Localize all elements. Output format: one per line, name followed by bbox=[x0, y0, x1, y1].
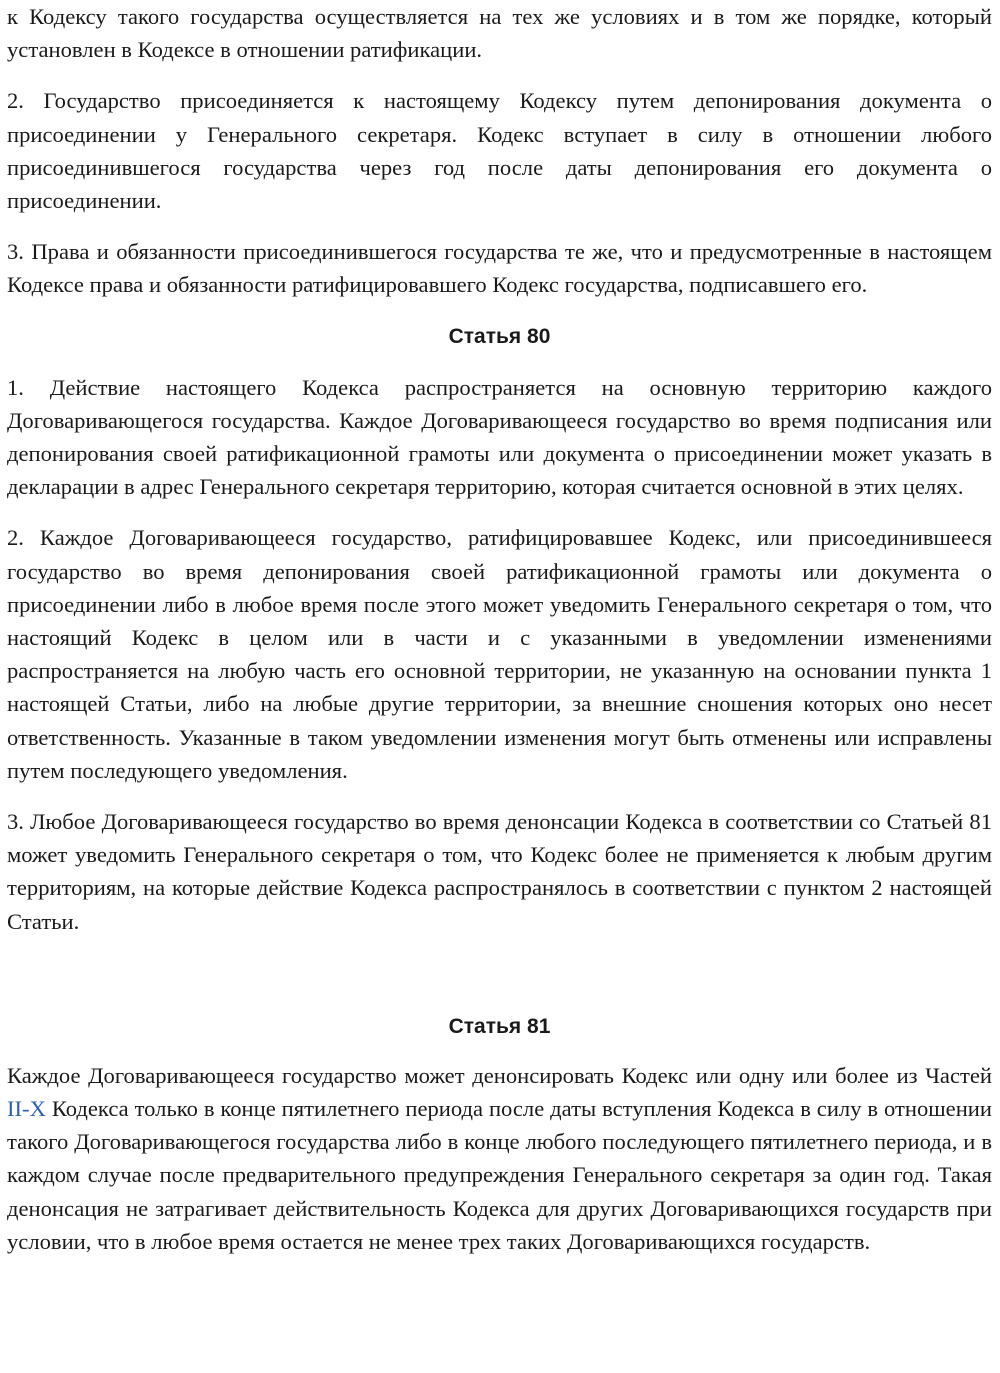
article-81-paragraph bbox=[7, 1059, 992, 1258]
article-80-paragraph-2: 2. Каждое Договаривающееся государство, ратифицировавшее Кодекс, или присоединившееся государство во время депонирования своей ратификационной грамоты или документа о присоединении либо в любое время после этого может уведомить Генерального секретаря о том, что настоящий Кодекс в целом или в части и с указанными в уведомлении изменениями распространяется на любую часть его основной территории, не указанную на основании пункта 1 настоящей Статьи, либо на любые другие территории, за внешние сношения которых оно несет ответственность. Указанные в таком уведомлении изменения могут быть отменены или исправлены путем последующего уведомления. bbox=[7, 525, 992, 783]
article-80-heading: Статья 80 bbox=[448, 324, 551, 348]
paragraph-continuation: к Кодексу такого государства осуществляется на тех же условиях и в том же порядке, который установлен в Кодексе в отношении ратификации. bbox=[7, 4, 992, 63]
paragraph-accession-3: 3. Права и обязанности присоединившегося государства те же, что и предусмотренные в настоящем Кодексе права и обязанности ратифицировавшего Кодекс государства, подписавшего его. bbox=[7, 239, 992, 298]
paragraph-accession-2: 2. Государство присоединяется к настоящему Кодексу путем депонирования документа о присоединении у Генерального секретаря. Кодекс вступает в силу в отношении любого присоединившегося государства через год после даты депонирования его документа о присоединении. bbox=[7, 88, 992, 214]
article-81-heading: Статья 81 bbox=[448, 1014, 551, 1038]
article-81-text-end: Кодекса только в конце пятилетнего периода после даты вступления Кодекса в силу в отношении такого Договаривающегося государства либо в конце любого последующего пятилетнего периода, и в каждом случае после предварительного предупреждения Генерального секретаря за один год. Такая денонсация не затрагивает действительность Кодекса для других Договаривающихся государств при условии, что в любое время остается не менее трех таких Договаривающихся государств. bbox=[7, 1096, 992, 1254]
document-page bbox=[7, 0, 992, 1258]
parts-link[interactable]: II-X bbox=[7, 1096, 46, 1122]
article-81-text-start: Каждое Договаривающееся государство может денонсировать Кодекс или одну или более из Частей bbox=[7, 1062, 992, 1088]
article-80-paragraph-3: 3. Любое Договаривающееся государство во время денонсации Кодекса в соответствии со Статьей 81 может уведомить Генерального секретаря о том, что Кодекс более не применяется к любым другим территориям, на которые действие Кодекса распространялось в соответствии с пунктом 2 настоящей Статьи. bbox=[7, 809, 992, 934]
article-80-paragraph-1: 1. Действие настоящего Кодекса распространяется на основную территорию каждого Договаривающегося государства. Каждое Договаривающееся государство во время подписания или депонирования своей ратификационной грамоты или документа о присоединении может указать в декларации в адрес Генерального секретаря территорию, которая считается основной в этих целях. bbox=[7, 374, 992, 500]
